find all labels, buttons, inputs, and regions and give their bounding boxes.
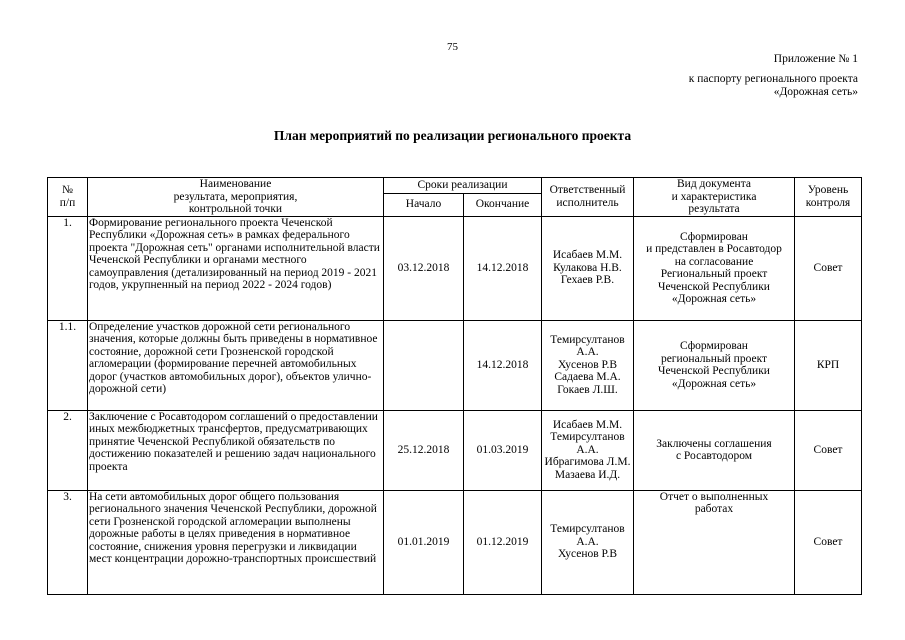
header-result: Вид документа и характеристика результата xyxy=(634,178,795,217)
row-start-date xyxy=(384,320,464,410)
row-number: 1. xyxy=(48,216,88,320)
row-control-level: Совет xyxy=(795,216,862,320)
row-start-date: 01.01.2019 xyxy=(384,490,464,594)
row-responsible: Исабаев М.М. Темирсултанов А.А. Ибрагимова Л.М. Мазаева И.Д. xyxy=(542,410,634,490)
table-row xyxy=(48,216,862,320)
row-end-date: 01.12.2019 xyxy=(464,490,542,594)
row-result: Отчет о выполненных работах xyxy=(634,490,795,594)
row-end-date: 14.12.2018 xyxy=(464,320,542,410)
row-result: Заключены соглашения с Росавтодором xyxy=(634,410,795,490)
header-responsible: Ответственный исполнитель xyxy=(542,178,634,217)
header-deadlines: Сроки реализации xyxy=(384,178,542,194)
row-start-date: 25.12.2018 xyxy=(384,410,464,490)
document-title: План мероприятий по реализации регионального проекта xyxy=(273,128,632,143)
table-row xyxy=(48,320,862,410)
row-result: Сформирован и представлен в Росавтодор на согласование Региональный проект Чеченской Республики «Дорожная сеть» xyxy=(634,216,795,320)
row-name: Определение участков дорожной сети регионального значения, которые должны быть приведены в нормативное состояние, дорожной сети Грозненской городской агломерации (формирование перечней автомобильных дорог (участков автомобильных дорог), объектов улично-дорожной сети) xyxy=(88,320,384,410)
header-name: Наименование результата, мероприятия, контрольной точки xyxy=(88,178,384,217)
row-end-date: 01.03.2019 xyxy=(464,410,542,490)
row-responsible: Темирсултанов А.А. Хусенов Р.В Садаева М.А. Гокаев Л.Ш. xyxy=(542,320,634,410)
page-number: 75 xyxy=(447,41,458,53)
table-row xyxy=(48,490,862,594)
header-end: Окончание xyxy=(464,193,542,216)
row-control-level: КРП xyxy=(795,320,862,410)
activity-plan-table xyxy=(47,177,862,595)
row-number: 3. xyxy=(48,490,88,594)
table-row xyxy=(48,410,862,490)
row-name: Формирование регионального проекта Чеченской Республики «Дорожная сеть» в рамках федерального проекта "Дорожная сеть" органами исполнительной власти Чеченской Республики и органами местного самоуправления (детализированный на период 2019 - 2021 годов, укрупненный на период 2022 - 2024 годов) xyxy=(88,216,384,320)
row-result: Сформирован региональный проект Чеченской Республики «Дорожная сеть» xyxy=(634,320,795,410)
appendix-title: Приложение № 1 xyxy=(773,53,858,65)
appendix-line-1: к паспорту регионального проекта xyxy=(688,73,858,85)
appendix-line-2: «Дорожная сеть» xyxy=(773,86,858,98)
header-start: Начало xyxy=(384,193,464,216)
row-start-date: 03.12.2018 xyxy=(384,216,464,320)
row-number: 2. xyxy=(48,410,88,490)
row-end-date: 14.12.2018 xyxy=(464,216,542,320)
appendix-note xyxy=(598,53,858,99)
header-control-level: Уровень контроля xyxy=(795,178,862,217)
row-name: Заключение с Росавтодором соглашений о предоставлении иных межбюджетных трансфертов, предусматривающих принятие Чеченской Республикой обязательств по достижению показателей и решению задач национального проекта xyxy=(88,410,384,490)
row-responsible: Темирсултанов А.А. Хусенов Р.В xyxy=(542,490,634,594)
row-number: 1.1. xyxy=(48,320,88,410)
header-number: № п/п xyxy=(48,178,88,217)
row-control-level: Совет xyxy=(795,410,862,490)
row-responsible: Исабаев М.М. Кулакова Н.В. Гехаев Р.В. xyxy=(542,216,634,320)
row-name: На сети автомобильных дорог общего пользования регионального значения Чеченской Республики, дорожной сети Грозненской городской агломерации выполнены дорожные работы в целях приведения в нормативное состояние, снижения уровня перегрузки и ликвидации мест концентрации дорожно-транспортных происшествий xyxy=(88,490,384,594)
row-control-level: Совет xyxy=(795,490,862,594)
